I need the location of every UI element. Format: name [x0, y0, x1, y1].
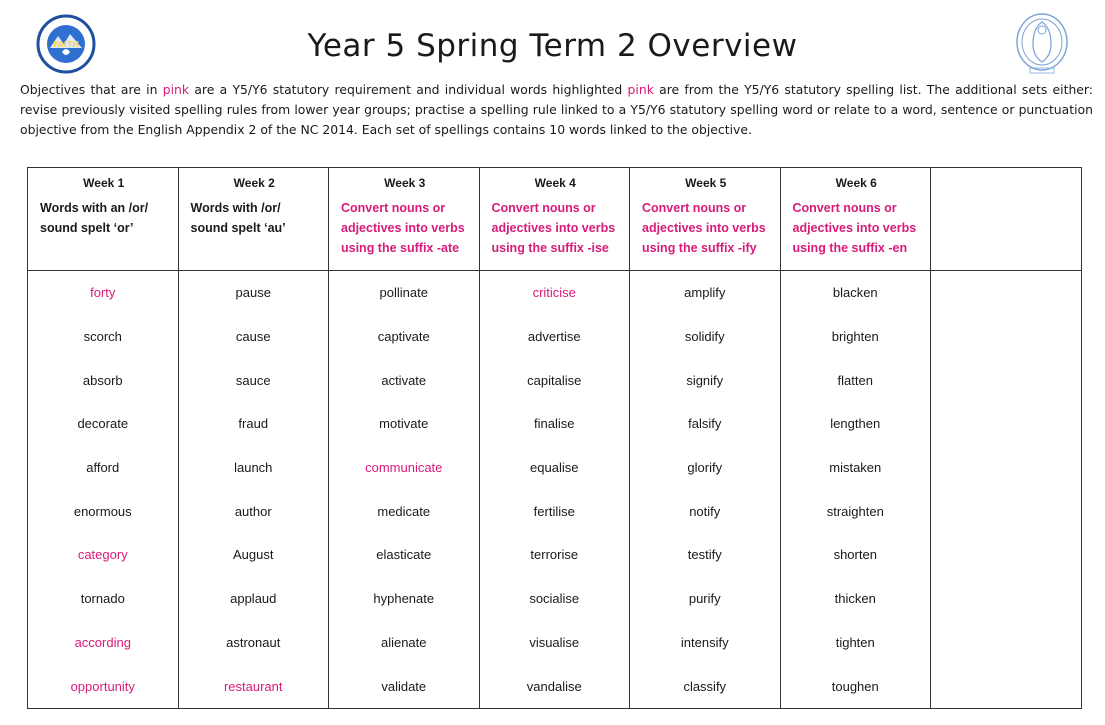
spelling-word-cell: fertilise — [479, 489, 630, 533]
spelling-word-cell: solidify — [630, 315, 781, 359]
spelling-word-cell — [931, 664, 1082, 708]
spelling-word-cell: finalise — [479, 402, 630, 446]
spelling-word-cell: decorate — [28, 402, 179, 446]
spelling-word-cell: according — [28, 621, 179, 665]
spelling-word-cell: motivate — [329, 402, 480, 446]
intro-pink-word: pink — [627, 82, 654, 97]
spelling-overview-table — [27, 167, 1082, 709]
spelling-word-cell — [931, 577, 1082, 621]
spelling-word-cell: advertise — [479, 315, 630, 359]
table-row — [28, 446, 1082, 490]
svg-text:FAITH: FAITH — [53, 40, 79, 49]
spelling-word-cell — [931, 621, 1082, 665]
spelling-word-cell: restaurant — [178, 664, 329, 708]
spelling-word-cell: author — [178, 489, 329, 533]
intro-pink-word: pink — [162, 82, 190, 97]
spelling-word-cell: intensify — [630, 621, 781, 665]
week-header-5 — [630, 168, 781, 271]
spelling-word-cell: cause — [178, 315, 329, 359]
spelling-word-cell: brighten — [780, 315, 931, 359]
spelling-word-cell — [931, 315, 1082, 359]
spelling-word-cell: signify — [630, 358, 781, 402]
spelling-word-cell: purify — [630, 577, 781, 621]
spelling-word-cell: toughen — [780, 664, 931, 708]
week-objective: Convert nouns or adjectives into verbs using the suffix -ate — [341, 201, 465, 255]
spelling-word-cell: fraud — [178, 402, 329, 446]
spelling-word-cell: straighten — [780, 489, 931, 533]
spelling-word-cell: captivate — [329, 315, 480, 359]
week-label: Week 5 — [685, 176, 727, 190]
week-header-4 — [479, 168, 630, 271]
spelling-word-cell: astronaut — [178, 621, 329, 665]
week-label: Week 2 — [233, 176, 275, 190]
table-row — [28, 315, 1082, 359]
spelling-word-cell: mistaken — [780, 446, 931, 490]
spelling-word-cell — [931, 358, 1082, 402]
intro-text: are a Y5/Y6 statutory requirement and individual words highlighted — [189, 82, 628, 97]
spelling-word-cell: alienate — [329, 621, 480, 665]
spelling-word-cell: shorten — [780, 533, 931, 577]
spelling-word-cell: pause — [178, 271, 329, 315]
spelling-word-cell: visualise — [479, 621, 630, 665]
spelling-word-cell: category — [28, 533, 179, 577]
table-row — [28, 621, 1082, 665]
spelling-word-cell: afford — [28, 446, 179, 490]
word-rows — [28, 271, 1082, 709]
table-row — [28, 533, 1082, 577]
table-row — [28, 489, 1082, 533]
spelling-word-cell: enormous — [28, 489, 179, 533]
spelling-word-cell — [931, 533, 1082, 577]
week-objective: Words with /or/ sound spelt ‘au’ — [190, 201, 286, 235]
spelling-word-cell: testify — [630, 533, 781, 577]
spelling-word-cell: criticise — [479, 271, 630, 315]
spelling-word-cell: sauce — [178, 358, 329, 402]
intro-text: Objectives that are in — [20, 82, 163, 97]
week-label: Week 1 — [83, 176, 125, 190]
table-row — [28, 577, 1082, 621]
spelling-word-cell: terrorise — [479, 533, 630, 577]
spelling-word-cell: falsify — [630, 402, 781, 446]
spelling-word-cell: elasticate — [329, 533, 480, 577]
spelling-word-cell: socialise — [479, 577, 630, 621]
week-header-6 — [780, 168, 931, 271]
spelling-word-cell: capitalise — [479, 358, 630, 402]
week-objective: Words with an /or/ sound spelt ‘or’ — [40, 201, 149, 235]
spelling-word-cell: tighten — [780, 621, 931, 665]
spelling-word-cell — [931, 271, 1082, 315]
spelling-word-cell: hyphenate — [329, 577, 480, 621]
spelling-word-cell: notify — [630, 489, 781, 533]
spelling-word-cell: flatten — [780, 358, 931, 402]
header-row — [28, 168, 1082, 271]
intro-paragraph — [20, 80, 1093, 140]
spelling-word-cell: absorb — [28, 358, 179, 402]
spelling-word-cell — [931, 446, 1082, 490]
intro-text: are from the Y5/Y6 statutory spelling list. The additional sets either: revise previously visited spelling rules from lower year groups; practise a spelling rule linked to a Y5/Y6 statutory spelling word or relate to a word, sentence or punctuation objective from the English Appendix 2 of the NC 2014. Each set of spellings contains 10 words linked to the objective. — [20, 82, 1093, 137]
spelling-word-cell: applaud — [178, 577, 329, 621]
spelling-word-cell: classify — [630, 664, 781, 708]
table-row — [28, 271, 1082, 315]
spelling-word-cell: pollinate — [329, 271, 480, 315]
spelling-word-cell: thicken — [780, 577, 931, 621]
week-label: Week 6 — [835, 176, 877, 190]
week-header-7 — [931, 168, 1082, 271]
week-label: Week 3 — [384, 176, 426, 190]
spelling-word-cell: communicate — [329, 446, 480, 490]
spelling-word-cell: blacken — [780, 271, 931, 315]
spelling-word-cell: glorify — [630, 446, 781, 490]
week-objective: Convert nouns or adjectives into verbs using the suffix -en — [792, 201, 917, 255]
spelling-word-cell: equalise — [479, 446, 630, 490]
spelling-word-cell: amplify — [630, 271, 781, 315]
spelling-word-cell — [931, 402, 1082, 446]
spelling-word-cell: forty — [28, 271, 179, 315]
spelling-word-cell: scorch — [28, 315, 179, 359]
spelling-word-cell: August — [178, 533, 329, 577]
spelling-word-cell: activate — [329, 358, 480, 402]
page-title: Year 5 Spring Term 2 Overview — [307, 28, 798, 64]
spelling-word-cell — [931, 489, 1082, 533]
spelling-word-cell: vandalise — [479, 664, 630, 708]
week-header-2 — [178, 168, 329, 271]
week-header-1 — [28, 168, 179, 271]
spelling-word-cell: opportunity — [28, 664, 179, 708]
spelling-word-cell: launch — [178, 446, 329, 490]
week-objective: Convert nouns or adjectives into verbs using the suffix -ise — [491, 201, 616, 255]
week-label: Week 4 — [534, 176, 576, 190]
week-objective: Convert nouns or adjectives into verbs using the suffix -ify — [642, 201, 766, 255]
table-row — [28, 358, 1082, 402]
table-row — [28, 402, 1082, 446]
week-header-3 — [329, 168, 480, 271]
spelling-word-cell: medicate — [329, 489, 480, 533]
table-row — [28, 664, 1082, 708]
spelling-word-cell: tornado — [28, 577, 179, 621]
spelling-word-cell: validate — [329, 664, 480, 708]
spelling-word-cell: lengthen — [780, 402, 931, 446]
